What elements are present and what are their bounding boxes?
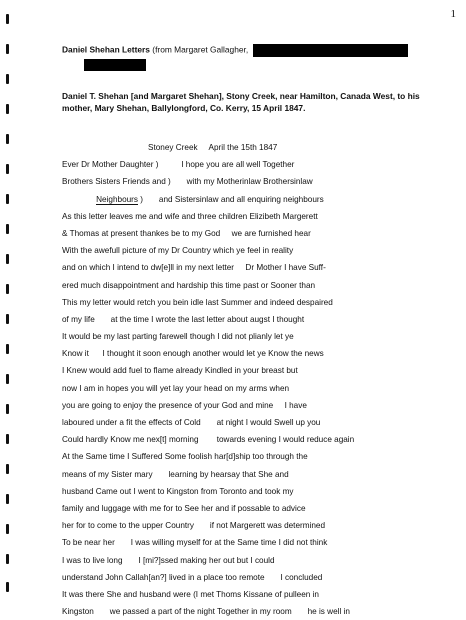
binder-hole [6, 74, 9, 84]
letter-line: At the Same time I Suffered Some foolish har[d]ship too through the [62, 452, 308, 462]
letter-line: I was to live long I [mi?]ssed making her out but I could [62, 555, 275, 565]
letter-line: her for to come to the upper Country if not Margerett was determined [62, 521, 326, 531]
binder-hole [6, 524, 9, 534]
letter-line: means of my Sister mary learning by hearsay that She and [62, 469, 289, 479]
header-title: Daniel Shehan Letters [62, 44, 150, 55]
neighbours-underlined: Neighbours [96, 194, 138, 204]
binder-hole [6, 344, 9, 354]
letter-line: & Thomas at present thankes be to my God we are furnished hear [62, 228, 311, 238]
redaction-bar [253, 44, 408, 57]
binder-hole [6, 434, 9, 444]
document-header [62, 44, 408, 57]
letter-intro: Daniel T. Shehan [and Margaret Shehan], Stony Creek, near Hamilton, Canada West, to his mother, Mary Shehan, Ballylongford, Co. Kerry, 15 April 1847. [62, 91, 420, 113]
letter-line: With the awefull picture of my Dr Country which ye feel in reality [62, 246, 294, 256]
letter-line: understand John Callah[an?] lived in a place too remote I concluded [62, 572, 323, 582]
letter-line-indent [62, 195, 96, 204]
binder-hole [6, 134, 9, 144]
binder-hole [6, 464, 9, 474]
binder-hole [6, 374, 9, 384]
letter-line-rest: ) and Sistersinlaw and all enquiring neighbours [138, 194, 324, 204]
letter-line: laboured under a fit the effects of Cold at night I would Swell up you [62, 418, 321, 427]
letter-line: Kingston we passed a part of the night Together in my room he is well in [62, 607, 350, 617]
letter-line: ered much disappointment and hardship this time past or Sooner than [62, 280, 316, 290]
binder-hole [6, 14, 9, 24]
binder-hole [6, 582, 9, 592]
letter-line: Know it I thought it soon enough another would let ye Know the news [62, 349, 324, 359]
binder-hole [6, 194, 9, 204]
letter-line: of my life at the time I wrote the last letter about augst I thought [62, 314, 305, 324]
binder-hole [6, 44, 9, 54]
letter-body [62, 139, 457, 620]
letter-line: Ever Dr Mother Daughter ) I hope you are all well Together [62, 160, 295, 170]
letter-line: you are going to enjoy the presence of your God and mine I have [62, 400, 307, 410]
letter-line: I Knew would add fuel to flame already Kindled in your breast but [62, 366, 298, 376]
header-source: (from Margaret Gallagher, [152, 44, 249, 55]
binder-hole [6, 494, 9, 504]
letter-line: It would be my last parting farewell though I did not plianly let ye [62, 332, 294, 342]
letter-line: To be near her I was willing myself for at the Same time I did not think [62, 538, 328, 548]
binder-hole [6, 404, 9, 414]
letter-line: It was there She and husband were (I met Thoms Kissane of pulleen in [62, 589, 319, 599]
binder-hole [6, 554, 9, 564]
binder-hole [6, 284, 9, 294]
binder-holes [6, 0, 14, 600]
page-number: 1 [450, 8, 456, 20]
binder-hole [6, 224, 9, 234]
letter-date-line: Stoney Creek April the 15th 1847 [148, 143, 278, 152]
letter-line: husband Came out I went to Kingston from Toronto and took my [62, 486, 294, 496]
binder-hole [6, 314, 9, 324]
letter-line: As this letter leaves me and wife and three children Elizibeth Margerett [62, 211, 318, 221]
redaction-bar [84, 59, 146, 71]
letter-line: Could hardly Know me nex[t] morning towards evening I would reduce again [62, 435, 355, 445]
letter-line: This my letter would retch you bein idle last Summer and indeed despaired [62, 297, 333, 307]
binder-hole [6, 104, 9, 114]
letter-line: now I am in hopes you will yet lay your head on my arms when [62, 383, 290, 393]
binder-hole [6, 164, 9, 174]
letter-line: and on which I intend to dw[e]ll in my next letter Dr Mother I have Suff- [62, 263, 326, 273]
letter-line: family and luggage with me for to See her and if possable to advice [62, 503, 306, 513]
letter-line: Brothers Sisters Friends and ) with my Motherinlaw Brothersinlaw [62, 177, 313, 187]
binder-hole [6, 254, 9, 264]
letter-line [62, 191, 457, 208]
